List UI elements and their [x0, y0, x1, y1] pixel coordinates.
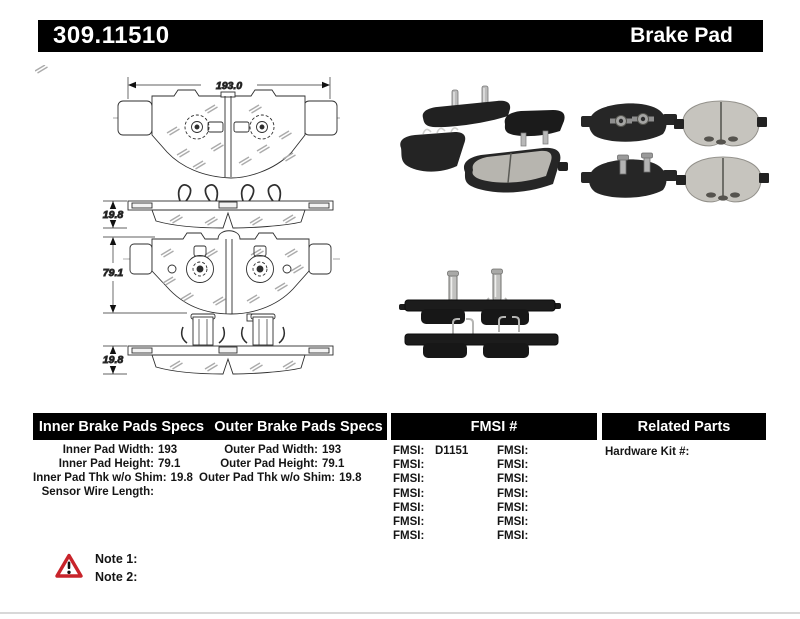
- product-type: Brake Pad: [630, 24, 733, 47]
- spec-label: Inner Pad Width:: [62, 444, 154, 456]
- photo-pads-edge-view: [399, 269, 561, 358]
- related-parts-header: Related Parts: [637, 418, 731, 435]
- fmsi-label: FMSI:: [393, 515, 425, 528]
- fmsi-label: FMSI:: [497, 473, 529, 486]
- spec-value: 19.8: [170, 472, 193, 484]
- page-bottom-edge: [0, 612, 800, 614]
- dimension-thickness-bottom-label: 19.8: [102, 354, 124, 366]
- spec-row: [33, 457, 199, 471]
- part-number-bar: [38, 20, 612, 52]
- fmsi-label: FMSI:: [393, 487, 425, 500]
- fmsi-row: [393, 487, 468, 501]
- spec-value: 193: [158, 444, 178, 456]
- specs-header-bar: [33, 413, 387, 440]
- fmsi-row: [393, 529, 468, 543]
- fmsi-header-bar: [391, 413, 597, 440]
- fmsi-row: [393, 515, 468, 529]
- related-parts-header-bar: [602, 413, 766, 440]
- fmsi-label: FMSI:: [497, 515, 529, 528]
- fmsi-column-1: [393, 444, 468, 543]
- related-parts-column: [605, 445, 689, 459]
- fmsi-label: FMSI:: [497, 445, 529, 457]
- fmsi-row: [497, 501, 539, 515]
- fmsi-row: [393, 444, 468, 458]
- warning-triangle-icon: [54, 552, 84, 580]
- fmsi-row: [497, 472, 539, 486]
- spec-value: 79.1: [322, 458, 345, 470]
- technical-drawing: [35, 65, 390, 395]
- dimension-height-label: 79.1: [102, 267, 124, 279]
- fmsi-row: [497, 515, 539, 529]
- fmsi-row: [497, 487, 539, 501]
- spec-value: 19.8: [339, 472, 362, 484]
- fmsi-row: [393, 501, 468, 515]
- notes: [95, 550, 137, 586]
- spec-label: Inner Pad Thk w/o Shim:: [33, 472, 167, 484]
- spec-value: [154, 485, 199, 499]
- part-number: 309.11510: [53, 22, 170, 49]
- spec-row: [33, 485, 199, 499]
- dimension-width-label: 193.0: [215, 80, 243, 92]
- fmsi-label: FMSI:: [393, 459, 425, 472]
- spec-value: 79.1: [158, 458, 181, 470]
- outer-pad-front-view: [35, 65, 343, 178]
- spec-label: Inner Pad Height:: [58, 458, 154, 470]
- fmsi-label: FMSI:: [393, 530, 425, 543]
- fmsi-label: FMSI:: [497, 530, 529, 543]
- fmsi-label: FMSI:: [497, 487, 529, 500]
- pad-side-view-bottom: [103, 314, 333, 374]
- spec-label: Outer Pad Width:: [224, 444, 318, 456]
- fmsi-row: [497, 529, 539, 543]
- fmsi-row: [497, 458, 539, 472]
- outer-specs-header: Outer Brake Pads Specs: [214, 418, 383, 435]
- spec-label: Outer Pad Thk w/o Shim:: [199, 472, 336, 484]
- photo-pad-set-perspective: [400, 86, 568, 193]
- related-part-row: [605, 445, 689, 459]
- related-part-label: Hardware Kit #:: [605, 446, 690, 458]
- fmsi-label: FMSI:: [393, 473, 425, 486]
- spec-value: 193: [322, 444, 342, 456]
- product-photos: [393, 78, 773, 358]
- spec-row: [199, 443, 363, 457]
- fmsi-label: FMSI:: [393, 501, 425, 514]
- photo-pads-front-back: [581, 101, 769, 202]
- fmsi-row: [393, 472, 468, 486]
- dimension-thickness-top-label: 19.8: [102, 209, 124, 221]
- fmsi-column-2: [497, 444, 539, 543]
- inner-specs-header: Inner Brake Pads Specs: [38, 418, 205, 435]
- fmsi-label: FMSI:: [497, 459, 529, 472]
- fmsi-row: [497, 444, 539, 458]
- product-type-bar: [600, 20, 763, 52]
- inner-pad-front-view: [103, 231, 342, 321]
- fmsi-header: FMSI #: [470, 418, 518, 435]
- fmsi-row: [393, 458, 468, 472]
- fmsi-value: D1151: [435, 445, 469, 457]
- spec-row: [199, 471, 363, 485]
- spec-row: [33, 471, 199, 485]
- spec-label: Sensor Wire Length:: [41, 486, 154, 498]
- spec-row: [33, 443, 199, 457]
- spec-label: Outer Pad Height:: [220, 458, 318, 470]
- pad-side-view-top: [103, 185, 333, 228]
- fmsi-label: FMSI:: [497, 501, 529, 514]
- note-1: Note 1:: [95, 552, 138, 566]
- inner-specs-column: [33, 443, 199, 499]
- note-2: Note 2:: [95, 570, 138, 584]
- outer-specs-column: [199, 443, 363, 485]
- fmsi-label: FMSI:: [393, 445, 425, 457]
- spec-row: [199, 457, 363, 471]
